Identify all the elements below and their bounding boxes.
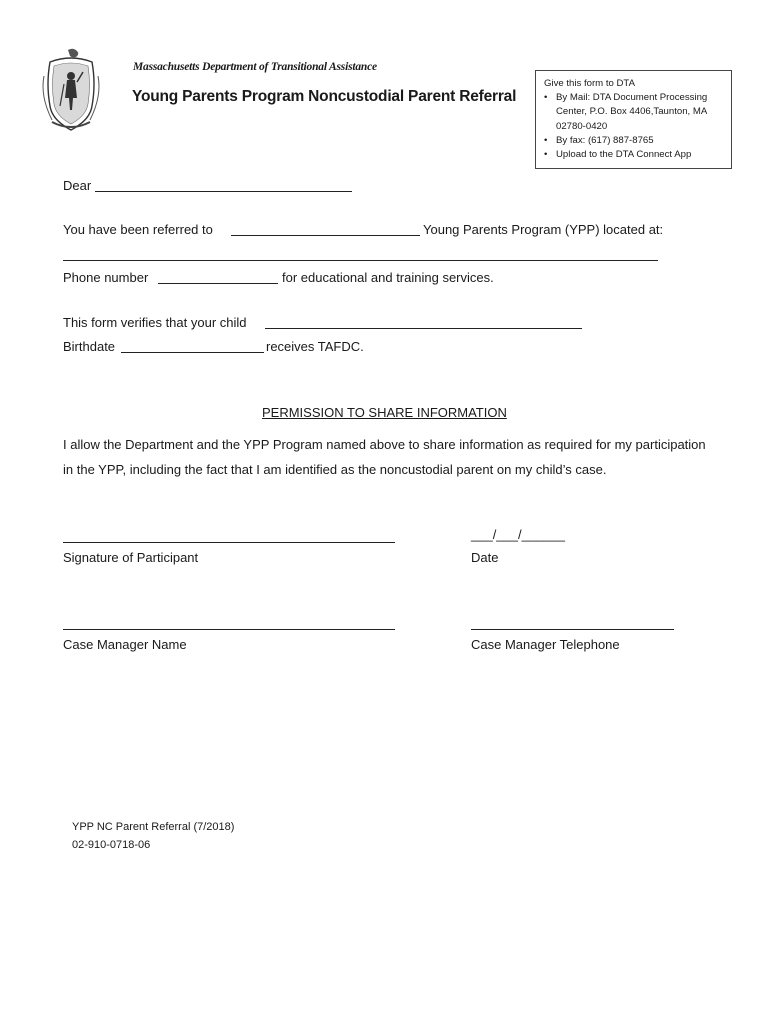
submission-instructions-box bbox=[535, 70, 732, 169]
form-title: Young Parents Program Noncustodial Parent Referral bbox=[132, 88, 517, 105]
dear-label: Dear bbox=[63, 178, 92, 193]
mail-line-1: • By Mail: DTA Document Processing bbox=[556, 92, 708, 104]
phone-number-label: Phone number bbox=[63, 270, 149, 285]
submission-methods-list bbox=[544, 91, 725, 162]
app-instruction: • Upload to the DTA Connect App bbox=[544, 148, 725, 162]
date-label: Date bbox=[471, 550, 499, 565]
form-number: 02-910-0718-06 bbox=[72, 839, 151, 851]
case-manager-phone-label: Case Manager Telephone bbox=[471, 637, 620, 652]
mail-line-3: 02780-0420 bbox=[556, 120, 608, 132]
permission-text: I allow the Department and the YPP Program named above to share information as required for my participation in the YPP, including the fact that I am identified as the noncustodial parent on my child’s case. bbox=[63, 437, 706, 477]
program-name-field[interactable] bbox=[231, 235, 420, 236]
date-field[interactable]: ___/___/______ bbox=[471, 527, 565, 542]
referred-to-label: You have been referred to bbox=[63, 222, 213, 237]
form-name: YPP NC Parent Referral (7/2018) bbox=[72, 821, 235, 833]
mail-instruction bbox=[544, 91, 725, 134]
child-name-field[interactable] bbox=[265, 328, 582, 329]
case-manager-name-field[interactable] bbox=[63, 629, 395, 630]
massachusetts-seal-logo bbox=[38, 46, 104, 136]
case-manager-phone-field[interactable] bbox=[471, 629, 674, 630]
agency-name: Massachusetts Department of Transitional Assistance bbox=[133, 61, 377, 73]
participant-signature-field[interactable] bbox=[63, 542, 395, 543]
signature-label: Signature of Participant bbox=[63, 550, 199, 565]
child-verifies-label: This form verifies that your child bbox=[63, 315, 247, 330]
birthdate-field[interactable] bbox=[121, 352, 264, 353]
ypp-located-label: Young Parents Program (YPP) located at: bbox=[423, 222, 664, 237]
phone-number-field[interactable] bbox=[158, 283, 278, 284]
recipient-name-field[interactable] bbox=[95, 191, 352, 192]
submission-heading: Give this form to DTA bbox=[544, 78, 635, 89]
permission-heading: PERMISSION TO SHARE INFORMATION bbox=[262, 405, 507, 420]
receives-tafdc-label: receives TAFDC. bbox=[266, 339, 364, 354]
case-manager-name-label: Case Manager Name bbox=[63, 637, 187, 652]
form-footer bbox=[72, 818, 234, 854]
fax-instruction: • By fax: (617) 887-8765 bbox=[544, 134, 725, 148]
program-address-field[interactable] bbox=[63, 260, 658, 261]
birthdate-label: Birthdate bbox=[63, 339, 116, 354]
services-label: for educational and training services. bbox=[282, 270, 494, 285]
mail-line-2: Center, P.O. Box 4406,Taunton, MA bbox=[556, 106, 708, 118]
